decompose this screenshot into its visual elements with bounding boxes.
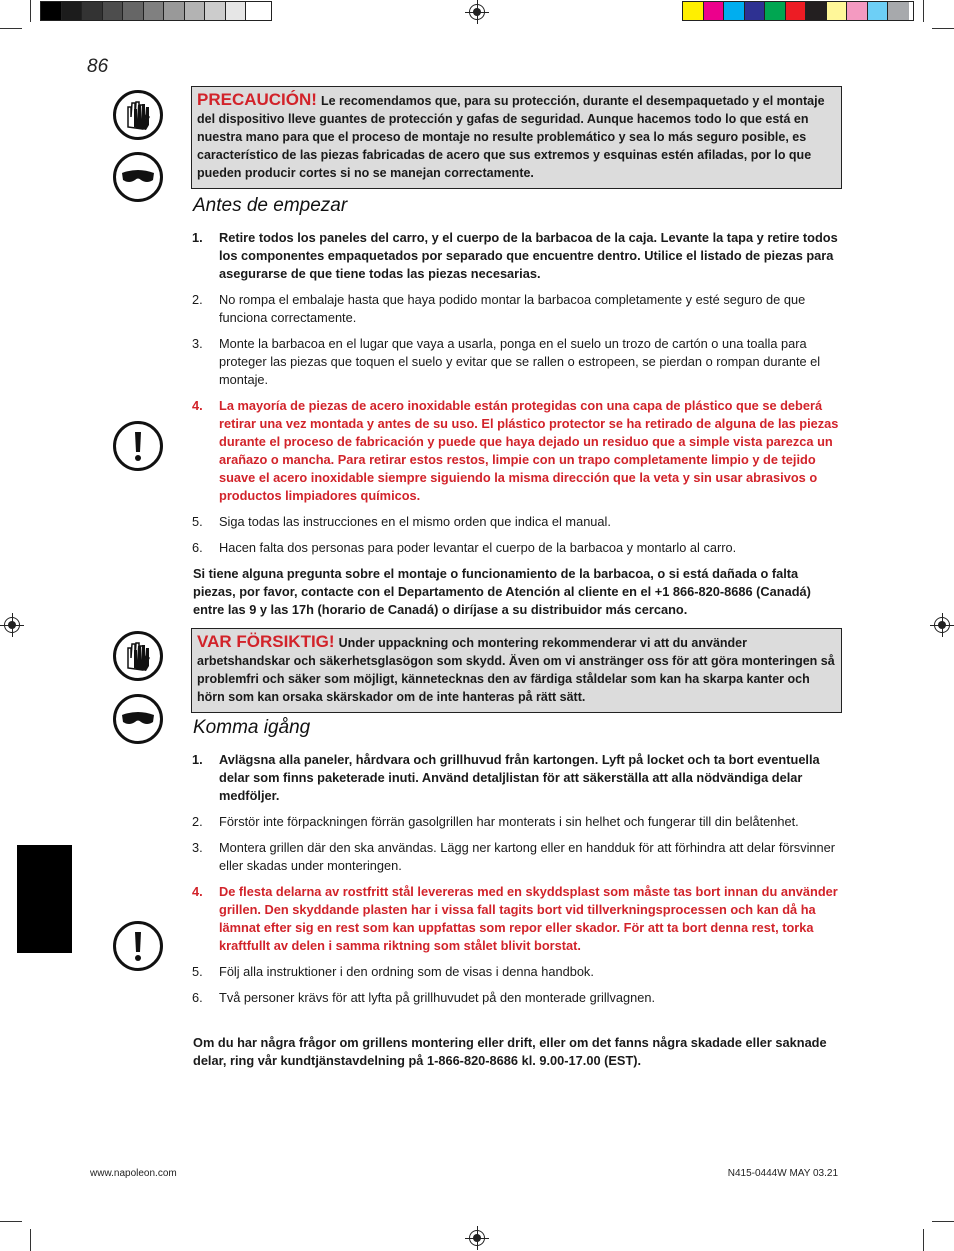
color-bar bbox=[682, 1, 914, 21]
list-item: 1. Avlägsna alla paneler, hårdvara och grillhuvud från kartongen. Lyft på locket och ta bort eventuella delar som finns paketerade inuti. Använd detaljlistan för att säkerställa att alla nödvändiga delar medföljer. bbox=[192, 752, 820, 803]
registration-mark-right bbox=[934, 617, 950, 633]
crop-mark bbox=[932, 1221, 954, 1222]
footer-doc-code: N415-0444W MAY 03.21 bbox=[727, 1168, 838, 1179]
footer-website: www.napoleon.com bbox=[90, 1168, 177, 1179]
list-item: 1. Retire todos los paneles del carro, y el cuerpo de la barbacoa de la caja. Levante la tapa y retire todos los componentes empaquetados por separado que encuentre dentro. Utilice el listado de piezas para asegurarse de que tiene todas las piezas necesarias. bbox=[192, 230, 838, 281]
caution-box-es bbox=[191, 86, 842, 189]
caution-text-sv: Under uppackning och montering rekommenderar vi att du använder arbetshandskar och säkerhetsglasögon som skydd. Även om vi anstränger oss för att göra monteringen så problemfri och säker som möjligt, kännetecknas den av färdiga ståldelar som kan ha skarpa kanter och hörn som kan orsaka skärskador om de inte hanteras på rätt sätt. bbox=[197, 636, 835, 704]
list-item: 6. Två personer krävs för att lyfta på grillhuvudet på den monterade grillvagnen. bbox=[192, 990, 656, 1005]
instruction-list-es bbox=[192, 229, 842, 565]
caution-label-es: PRECAUCIÓN! bbox=[197, 90, 317, 109]
list-item: 4. De flesta delarna av rostfritt stål levereras med en skyddsplast som måste tas bort innan du använder grillen. Den skyddande plasten har i vissa fall tagits bort vid tillverkningsprocessen och kan då ha lämnat efter sig en rest som kan uppfattas som repor eller skador. För att ta bort denna rest, torka kraftfullt av delen i samma riktning som stålet blivit borstat. bbox=[192, 884, 838, 953]
caution-text-es: Le recomendamos que, para su protección, durante el desempaquetado y el montaje del dispositivo lleve guantes de protección y gafas de seguridad. Aunque hacemos todo lo que está en nuestra mano para que el proceso de montaje no resulte problemático y sea lo más seguro posible, es característico de las piezas fabricadas de acero que sus extremos y esquinas estén afiladas, por lo que pueden producir cortes si no se manejan correctamente. bbox=[197, 94, 825, 180]
contact-paragraph-sv: Om du har några frågor om grillens montering eller drift, eller om det fanns några skadade eller saknade delar, ring vår kundtjänstavdelning på 1-866-820-8686 kl. 9.00-17.00 (EST). bbox=[193, 1035, 827, 1068]
safety-glasses-icon bbox=[113, 694, 163, 744]
grayscale-bar bbox=[40, 1, 272, 21]
crop-mark bbox=[30, 0, 31, 22]
heading-es: Antes de empezar bbox=[193, 195, 348, 216]
registration-mark-left bbox=[4, 617, 20, 633]
crop-mark bbox=[932, 28, 954, 29]
crop-mark bbox=[30, 1229, 31, 1251]
list-item: 2. No rompa el embalaje hasta que haya podido montar la barbacoa completamente y esté seguro de que funciona correctamente. bbox=[192, 292, 806, 325]
exclamation-icon bbox=[113, 421, 163, 471]
language-tab bbox=[17, 845, 72, 953]
crop-mark bbox=[0, 28, 22, 29]
caution-box-sv bbox=[191, 628, 842, 713]
crop-mark bbox=[0, 1221, 22, 1222]
caution-label-sv: VAR FÖRSIKTIG! bbox=[197, 632, 335, 651]
instruction-list-sv bbox=[192, 751, 842, 1015]
list-item: 4. La mayoría de piezas de acero inoxidable están protegidas con una capa de plástico que se deberá retirar una vez montada y antes de su uso. El plástico protector se ha retirado de alguna de las piezas durante el proceso de fabricación y puede que haya dejado un residuo que a simple vista parezca un arañazo o mancha. Para retirar estos restos, limpie con un trapo completamente limpio y de tejido suave el acero inoxidable siempre siguiendo la misma dirección que la veta y sin usar abrasivos o productos limpiadores químicos. bbox=[192, 398, 839, 503]
registration-mark-top bbox=[469, 4, 485, 20]
list-item: 5. Följ alla instruktioner i den ordning som de visas i denna handbok. bbox=[192, 964, 594, 979]
list-item: 3. Monte la barbacoa en el lugar que vaya a usarla, ponga en el suelo un trozo de cartón o una toalla para proteger las piezas que toquen el suelo y evitar que se rallen o estropeen, se pierdan o rompan durante el montaje. bbox=[192, 336, 821, 387]
heading-sv: Komma igång bbox=[193, 717, 311, 738]
registration-mark-bottom bbox=[469, 1230, 485, 1246]
safety-glasses-icon bbox=[113, 152, 163, 202]
exclamation-icon bbox=[113, 921, 163, 971]
list-item: 5. Siga todas las instrucciones en el mismo orden que indica el manual. bbox=[192, 514, 611, 529]
list-item: 2. Förstör inte förpackningen förrän gasolgrillen har monterats i sin helhet och fungerar till din belåtenhet. bbox=[192, 814, 799, 829]
gloves-icon bbox=[113, 631, 163, 681]
gloves-icon bbox=[113, 90, 163, 140]
page-number: 86 bbox=[87, 56, 109, 77]
list-item: 6. Hacen falta dos personas para poder levantar el cuerpo de la barbacoa y montarlo al carro. bbox=[192, 540, 737, 555]
crop-mark bbox=[923, 0, 924, 22]
list-item: 3. Montera grillen där den ska användas. Lägg ner kartong eller en handduk för att förhindra att delar försvinner eller skadas under monteringen. bbox=[192, 840, 836, 873]
crop-mark bbox=[923, 1229, 924, 1251]
contact-paragraph-es: Si tiene alguna pregunta sobre el montaje o funcionamiento de la barbacoa, o si está dañada o falta piezas, por favor, contacte con el Departamento de Atención al cliente en el +1 866-820-8686 (Canadá) entre las 9 y las 17h (horario de Canadá) o diríjase a su distribuidor más cercano. bbox=[193, 566, 811, 617]
